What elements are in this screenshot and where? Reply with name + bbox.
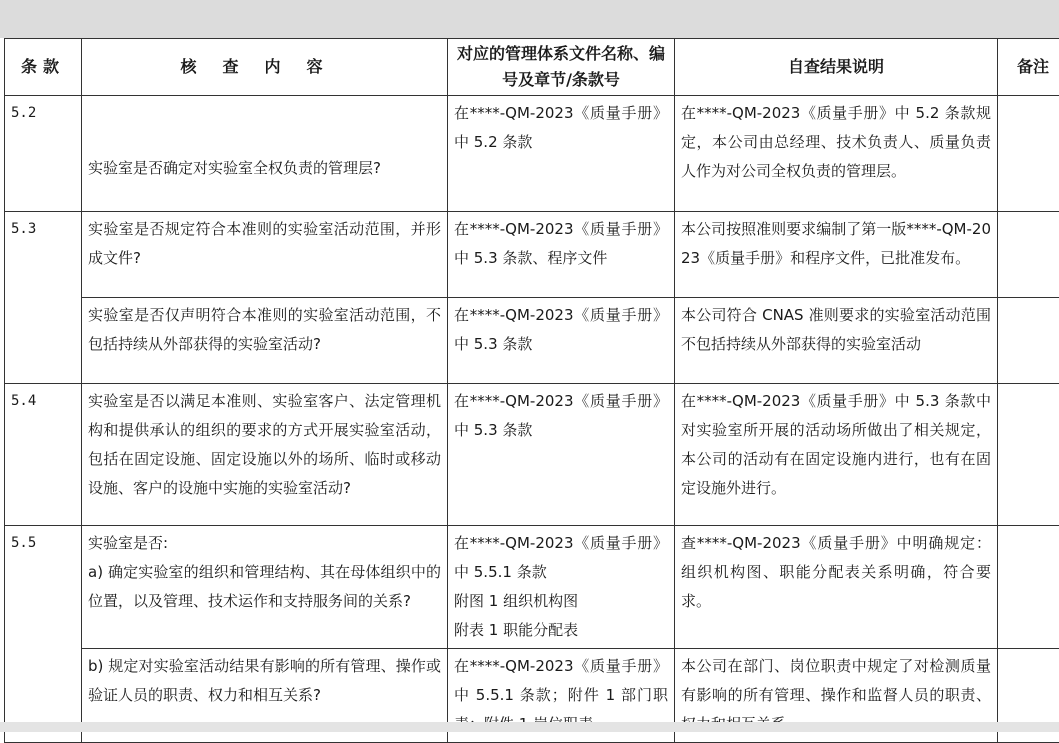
doc-cell: 在****-QM-2023《质量手册》中 5.3 条款 [448, 384, 675, 526]
doc-cell: 在****-QM-2023《质量手册》中 5.2 条款 [448, 96, 675, 212]
window-bottom-strip [0, 722, 1059, 732]
content-cell: 实验室是否仅声明符合本准则的实验室活动范围，不包括持续从外部获得的实验室活动? [82, 298, 448, 384]
table-row [5, 212, 1059, 298]
result-cell: 本公司符合 CNAS 准则要求的实验室活动范围不包括持续从外部获得的实验室活动 [675, 298, 998, 384]
table-row [5, 96, 1059, 212]
header-result: 自查结果说明 [675, 39, 998, 96]
table-body [5, 96, 1059, 743]
header-content: 核查内容 [82, 39, 448, 96]
doc-line: 在****-QM-2023《质量手册》中 5.5.1 条款 [454, 529, 668, 587]
content-cell [82, 526, 448, 649]
result-cell: 在****-QM-2023《质量手册》中 5.3 条款中对实验室所开展的活动场所做出了相关规定，本公司的活动有在固定设施内进行，也有在固定设施外进行。 [675, 384, 998, 526]
clause-cell: 5.5 [5, 526, 82, 743]
table-row [5, 384, 1059, 526]
result-cell: 查****-QM-2023《质量手册》中明确规定：组织机构图、职能分配表关系明确，符合要求。 [675, 526, 998, 649]
remark-cell [998, 212, 1059, 298]
clause-cell: 5.2 [5, 96, 82, 212]
content-line: a) 确定实验室的组织和管理结构、其在母体组织中的位置，以及管理、技术运作和支持服务间的关系? [88, 558, 441, 616]
result-cell: 本公司按照准则要求编制了第一版****-QM-2023《质量手册》和程序文件，已批准发布。 [675, 212, 998, 298]
result-cell: 本公司在部门、岗位职责中规定了对检测质量有影响的所有管理、操作和监督人员的职责、 [675, 649, 998, 743]
table-header [5, 39, 1059, 96]
doc-cell: 在****-QM-2023《质量手册》中 5.3 条款 [448, 298, 675, 384]
clause-cell: 5.3 [5, 212, 82, 384]
content-line: 实验室是否: [88, 529, 441, 558]
result-cell: 在****-QM-2023《质量手册》中 5.2 条款规定，本公司由总经理、技术负责人、质量负责人作为对公司全权负责的管理层。 [675, 96, 998, 212]
header-doc: 对应的管理体系文件名称、编号及章节/条款号 [448, 39, 675, 96]
header-clause: 条款 [5, 39, 82, 96]
clause-cell: 5.4 [5, 384, 82, 526]
header-remark: 备注 [998, 39, 1059, 96]
content-cell: 实验室是否确定对实验室全权负责的管理层? [82, 96, 448, 212]
content-cell: b) 规定对实验室活动结果有影响的所有管理、操作或验证人员的职责、权力和相互关系? [82, 649, 448, 743]
doc-cell: 在****-QM-2023《质量手册》中 5.5.1 条款；附件 1 部门职 [448, 649, 675, 743]
doc-cell [448, 526, 675, 649]
doc-line: 附表 1 职能分配表 [454, 616, 668, 645]
self-check-table [4, 38, 1059, 743]
remark-cell [998, 298, 1059, 384]
content-cell: 实验室是否规定符合本准则的实验室活动范围，并形成文件? [82, 212, 448, 298]
doc-cell: 在****-QM-2023《质量手册》中 5.3 条款、程序文件 [448, 212, 675, 298]
window-top-strip [0, 0, 1059, 38]
content-cell: 实验室是否以满足本准则、实验室客户、法定管理机构和提供承认的组织的要求的方式开展实验室活动，包括在固定设施、固定设施以外的场所、临时或移动设施、客户的设施中实施的实验室活动? [82, 384, 448, 526]
table-row [5, 298, 1059, 384]
remark-cell [998, 96, 1059, 212]
remark-cell [998, 526, 1059, 649]
remark-cell [998, 384, 1059, 526]
table-row [5, 526, 1059, 649]
doc-line: 附图 1 组织机构图 [454, 587, 668, 616]
header-row [5, 39, 1059, 96]
